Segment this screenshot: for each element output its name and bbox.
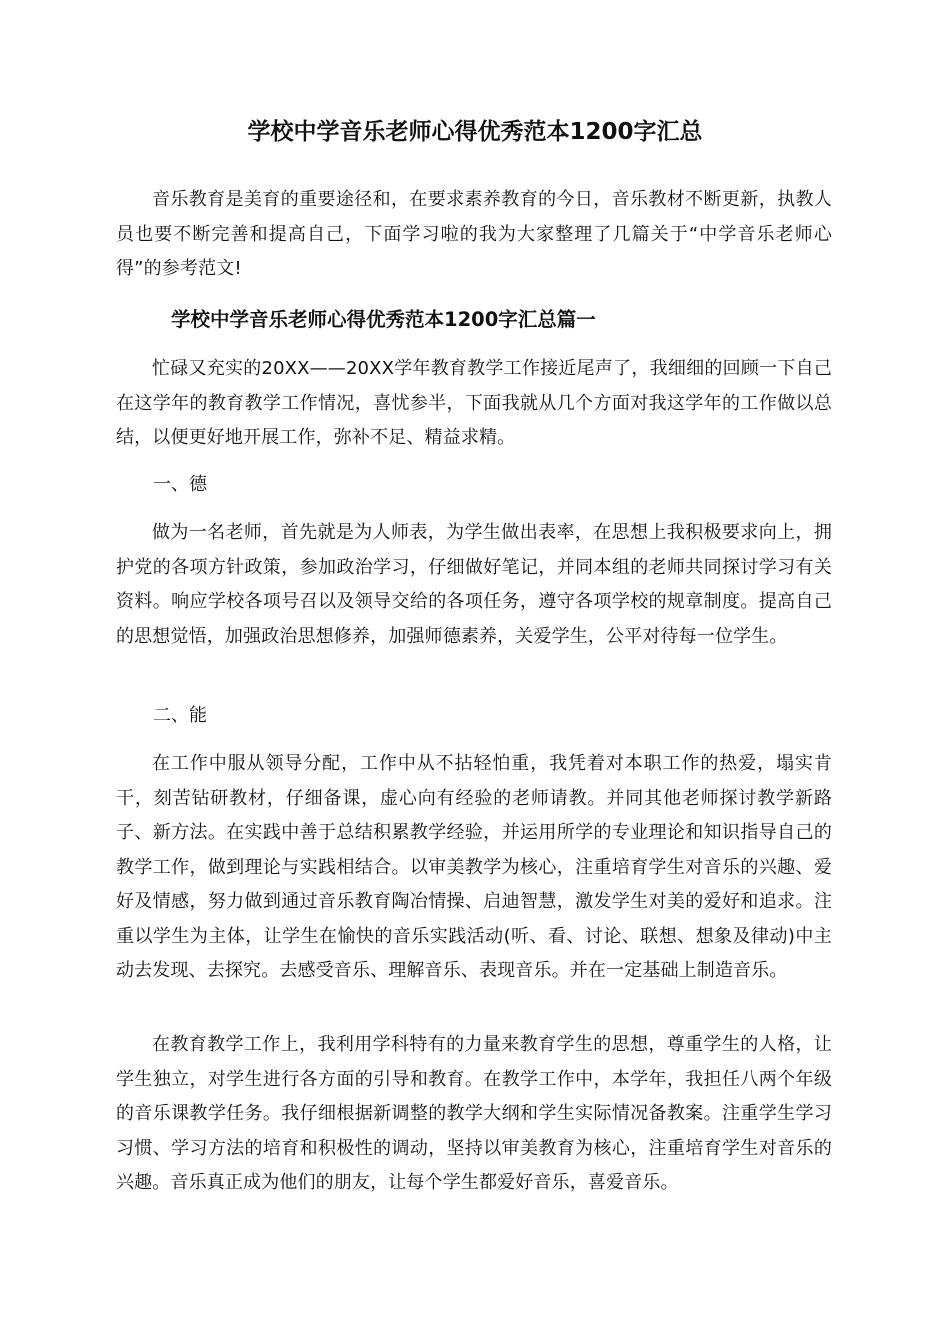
paragraph-overview: 忙碌又充实的20XX——20XX学年教育教学工作接近尾声了，我细细的回顾一下自己在这学年的教育教学工作情况，喜忧参半，下面我就从几个方面对我这学年的工作做以总结，以便更好地开展工作，弥补不足、精益求精。 — [116, 358, 832, 448]
document-title: 学校中学音乐老师心得优秀范本1200字汇总 — [247, 119, 703, 145]
heading-de: 一、德 — [153, 474, 207, 495]
heading-neng: 二、能 — [153, 705, 207, 726]
intro-paragraph: 音乐教育是美育的重要途径和，在要求素养教育的今日，音乐教材不断更新，执教人员也要不断完善和提高自己，下面学习啦的我为大家整理了几篇关于“中学音乐老师心得”的参考范文! — [116, 189, 832, 279]
section-heading: 学校中学音乐老师心得优秀范本1200字汇总篇一 — [171, 308, 596, 331]
paragraph-neng-2: 在教育教学工作上，我利用学科特有的力量来教育学生的思想，尊重学生的人格，让学生独立，对学生进行各方面的引导和教育。在教学工作中，本学年，我担任八两个年级的音乐课教学任务。我仔细根据新调整的教学大纲和学生实际情况备教案。注重学生学习习惯、学习方法的培育和积极性的调动，坚持以审美教育为核心，注重培育学生对音乐的兴趣。音乐真正成为他们的朋友，让每个学生都爱好音乐，喜爱音乐。 — [116, 1034, 832, 1193]
paragraph-de: 做为一名老师，首先就是为人师表，为学生做出表率，在思想上我积极要求向上，拥护党的各项方针政策，参加政治学习，仔细做好笔记，并同本组的老师共同探讨学习有关资料。响应学校各项号召以及领导交给的各项任务，遵守各项学校的规章制度。提高自己的思想觉悟，加强政治思想修养，加强师德素养，关爱学生，公平对待每一位学生。 — [116, 522, 832, 647]
paragraph-neng-1: 在工作中服从领导分配，工作中从不拈轻怕重，我凭着对本职工作的热爱，塌实肯干，刻苦钻研教材，仔细备课，虚心向有经验的老师请教。并同其他老师探讨教学新路子、新方法。在实践中善于总结积累教学经验，并运用所学的专业理论和知识指导自己的教学工作，做到理论与实践相结合。以审美教学为核心，注重培育学生对音乐的兴趣、爱好及情感，努力做到通过音乐教育陶冶情操、启迪智慧，激发学生对美的爱好和追求。注重以学生为主体，让学生在愉快的音乐实践活动(听、看、讨论、联想、想象及律动)中主动去发现、去探究。去感受音乐、理解音乐、表现音乐。并在一定基础上制造音乐。 — [116, 753, 832, 981]
